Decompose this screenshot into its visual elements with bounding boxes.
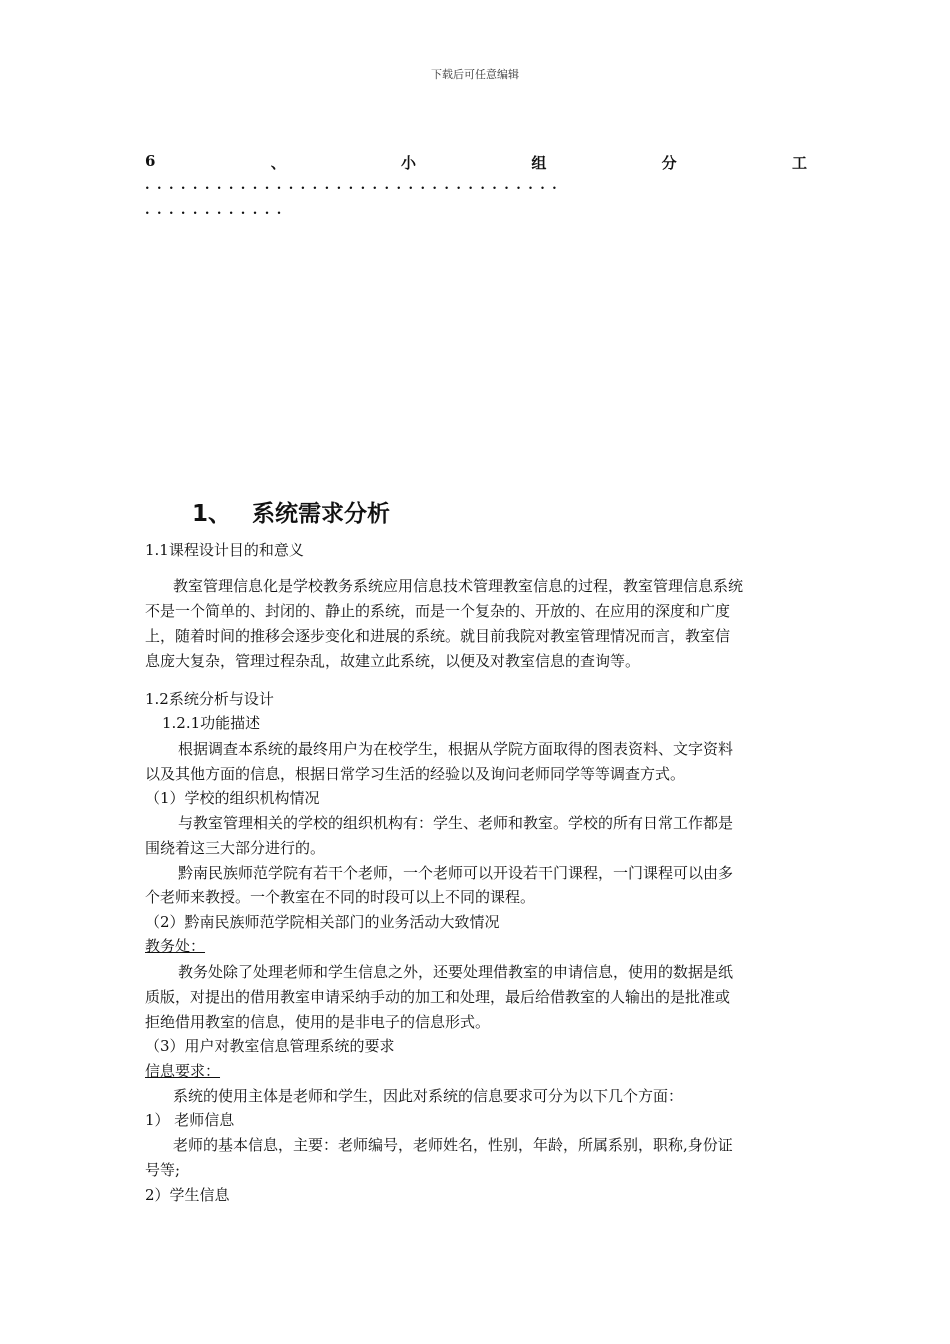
list-heading: （3）用户对教室信息管理系统的要求 — [145, 1037, 395, 1055]
paragraph-line: 质版，对提出的借用教室申请采纳手动的加工和处理，最后给借教室的人输出的是批准或 — [145, 988, 731, 1006]
underlined-label: 教务处： — [145, 937, 206, 955]
toc-char: 组 — [531, 154, 547, 172]
paragraph-line: 围绕着这三大部分进行的。 — [145, 839, 326, 857]
list-item-heading: 1） 老师信息 — [145, 1111, 235, 1129]
paragraph-line: 系统的使用主体是老师和学生，因此对系统的信息要求可分为以下几个方面： — [173, 1087, 684, 1105]
paragraph-line: 教室管理信息化是学校教务系统应用信息技术管理教室信息的过程，教室管理信息系统 — [173, 577, 744, 595]
paragraph-line: 根据调查本系统的最终用户为在校学生，根据从学院方面取得的图表资料、文字资料 — [178, 740, 734, 758]
paragraph-line: 息庞大复杂，管理过程杂乱，故建立此系统，以便及对教室信息的查询等。 — [145, 652, 641, 670]
underlined-label: 信息要求： — [145, 1062, 221, 1080]
toc-leader-dots: ............ — [145, 203, 289, 218]
toc-char: 工 — [791, 154, 807, 172]
paragraph-line: 以及其他方面的信息，根据日常学习生活的经验以及询问老师同学等等调查方式。 — [145, 765, 686, 783]
toc-leader-dots: ................................... — [145, 178, 565, 193]
list-heading: （2）黔南民族师范学院相关部门的业务活动大致情况 — [145, 913, 500, 931]
toc-entry-group-division[interactable] — [145, 152, 807, 173]
toc-char: 、 — [270, 154, 286, 172]
paragraph-line: 上，随着时间的推移会逐步变化和进展的系统。就目前我院对教室管理情况而言，教室信 — [145, 627, 731, 645]
page-header-note: 下载后可任意编辑 — [431, 68, 519, 81]
paragraph-line: 老师的基本信息，主要：老师编号，老师姓名，性别，年龄，所属系别，职称,身份证 — [173, 1136, 733, 1154]
subsection-heading: 1.1课程设计目的和意义 — [145, 541, 304, 559]
subsubsection-heading: 1.2.1功能描述 — [162, 714, 261, 732]
paragraph-line: 教务处除了处理老师和学生信息之外，还要处理借教室的申请信息，使用的数据是纸 — [178, 963, 734, 981]
paragraph-line: 不是一个简单的、封闭的、静止的系统，而是一个复杂的、开放的、在应用的深度和广度 — [145, 602, 731, 620]
toc-char: 6 — [145, 152, 156, 170]
subsection-heading: 1.2系统分析与设计 — [145, 690, 274, 708]
toc-char: 小 — [401, 154, 417, 172]
paragraph-line: 黔南民族师范学院有若干个老师，一个老师可以开设若干门课程，一门课程可以由多 — [178, 864, 734, 882]
section-number: 1、 — [192, 501, 232, 527]
paragraph-line: 号等; — [145, 1161, 181, 1179]
list-item-heading: 2）学生信息 — [145, 1186, 230, 1204]
paragraph-line: 个老师来教授。一个教室在不同的时段可以上不同的课程。 — [145, 888, 536, 906]
toc-char: 分 — [661, 154, 677, 172]
section-title: 系统需求分析 — [252, 501, 390, 527]
paragraph-line: 与教室管理相关的学校的组织机构有：学生、老师和教室。学校的所有日常工作都是 — [178, 814, 734, 832]
paragraph-line: 拒绝借用教室的信息，使用的是非电子的信息形式。 — [145, 1013, 491, 1031]
list-heading: （1）学校的组织机构情况 — [145, 789, 320, 807]
